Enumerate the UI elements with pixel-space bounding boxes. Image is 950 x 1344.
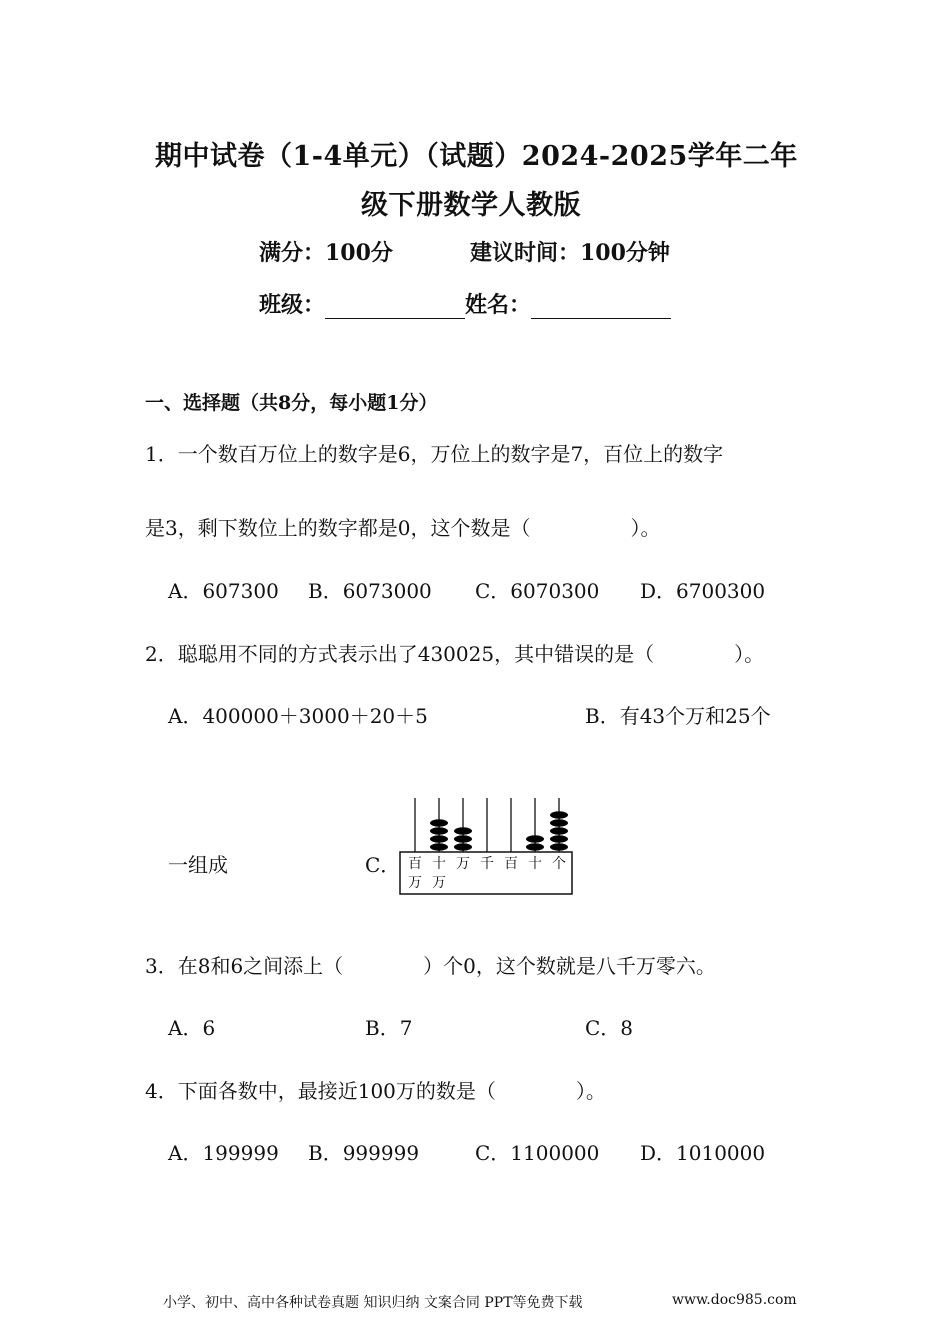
abacus-bead (526, 835, 544, 842)
abacus-bead (430, 819, 448, 826)
q3-option-c[interactable]: C．8 (585, 1016, 634, 1040)
question-3-line1: 3．在8和6之间添上（ ）个0，这个数就是八千万零六。 (145, 954, 716, 978)
abacus-place-label: 百 (504, 856, 518, 872)
abacus-place-label: 个 (552, 856, 566, 872)
name-label: 姓名： (465, 292, 532, 318)
full-score: 满分：100分 (259, 240, 393, 266)
abacus-diagram (395, 792, 580, 898)
abacus-place-label: 万 (456, 856, 470, 872)
q2-option-b[interactable]: B．有43个万和25个 (585, 704, 771, 728)
abacus-bead (550, 819, 568, 826)
q1-option-c[interactable]: C．6070300 (475, 579, 600, 603)
abacus-bead (454, 827, 472, 834)
q2-option-b-continued: 一组成 (168, 853, 228, 877)
q4-option-b[interactable]: B．999999 (308, 1141, 420, 1165)
q3-option-a[interactable]: A．6 (168, 1016, 216, 1040)
abacus-bead (550, 843, 568, 850)
name-blank[interactable] (531, 296, 671, 319)
abacus-bead (550, 827, 568, 834)
suggested-time: 建议时间：100分钟 (470, 240, 670, 266)
abacus-place-label: 万 (432, 875, 446, 891)
abacus-place-label: 万 (408, 875, 422, 891)
abacus-bead (430, 827, 448, 834)
class-field (259, 288, 671, 319)
q2-option-a[interactable]: A．400000＋3000＋20＋5 (168, 704, 428, 728)
section-heading: 一、选择题（共8分，每小题1分） (145, 392, 438, 414)
q4-option-a[interactable]: A．199999 (168, 1141, 279, 1165)
question-2-line1: 2．聪聪用不同的方式表示出了430025，其中错误的是（ ）。 (145, 642, 765, 666)
question-4-line1: 4．下面各数中，最接近100万的数是（ ）。 (145, 1079, 606, 1103)
abacus-place-label: 十 (528, 856, 542, 872)
footer-url[interactable]: www.doc985.com (672, 1292, 797, 1308)
class-blank[interactable] (325, 296, 465, 319)
class-label: 班级： (259, 292, 326, 318)
question-1-line2: 是3，剩下数位上的数字都是0，这个数是（ ）。 (145, 516, 661, 540)
q1-option-b[interactable]: B．6073000 (308, 579, 432, 603)
abacus-bead (550, 811, 568, 818)
q1-option-d[interactable]: D．6700300 (640, 579, 766, 603)
page-title-line1: 期中试卷（1-4单元）（试题）2024-2025学年二年 (155, 141, 798, 172)
q3-option-b[interactable]: B．7 (365, 1016, 413, 1040)
abacus-bead (430, 843, 448, 850)
q2-option-c[interactable]: C． (365, 853, 401, 877)
q1-option-a[interactable]: A．607300 (168, 579, 279, 603)
abacus-bead (430, 835, 448, 842)
abacus-place-label: 十 (432, 856, 446, 872)
abacus-place-label: 千 (480, 856, 494, 872)
footer-text: 小学、初中、高中各种试卷真题 知识归纳 文案合同 PPT等免费下载 (163, 1295, 583, 1311)
question-1-line1: 1．一个数百万位上的数字是6，万位上的数字是7，百位上的数字 (145, 442, 724, 466)
abacus-bead (550, 835, 568, 842)
abacus-bead (526, 843, 544, 850)
q4-option-d[interactable]: D．1010000 (640, 1141, 766, 1165)
abacus-bead (454, 843, 472, 850)
abacus-place-label: 百 (408, 856, 422, 872)
abacus-bead (454, 835, 472, 842)
page-title-line2: 级下册数学人教版 (361, 190, 581, 221)
q4-option-c[interactable]: C．1100000 (475, 1141, 600, 1165)
